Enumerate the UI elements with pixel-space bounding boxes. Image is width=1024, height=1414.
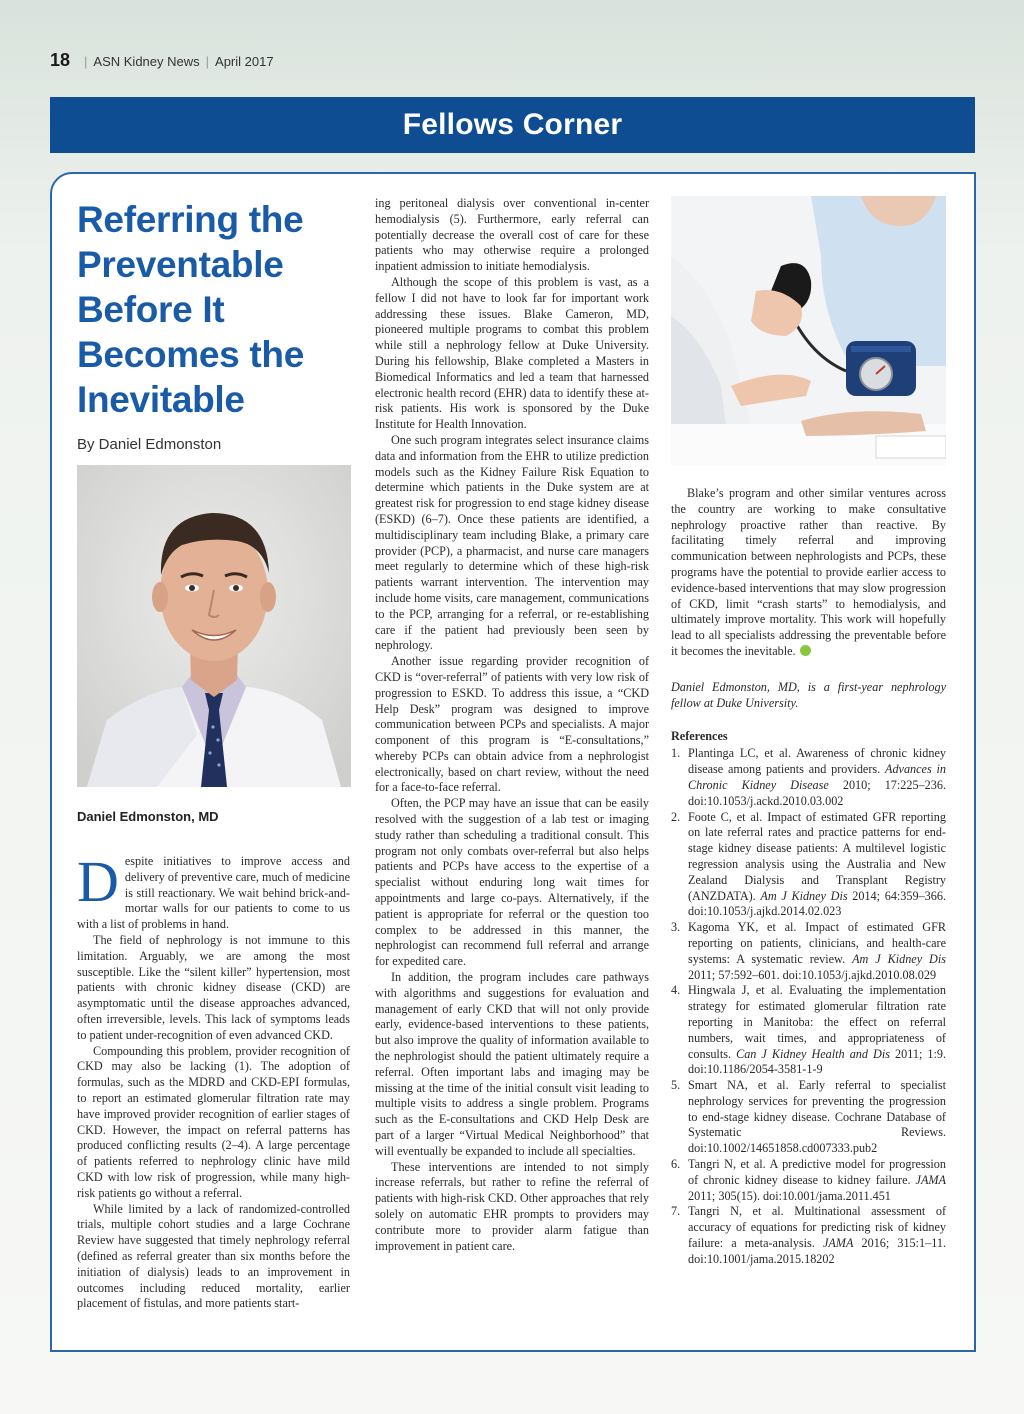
paragraph: One such program integrates select insurance claims data and information from the EHR to utilize prediction models such as the Kidney Failure Risk Equation to determine which patients in the Duke system are at greatest risk for progression to end stage kidney disease (ESKD) (6–7). Once these patients are identified, a multidisciplinary team including Blake, a primary care provider (PCP), a pharmacist, and nurse care managers meet regularly to determine which of these high-risk patients warrant intervention. The intervention may include home visits, care management, communications to the PCP, arranging for a referral, or re-establishing care if the patient had previously been seen by nephrology.: [375, 432, 649, 653]
reference-item: 5. Smart NA, et al. Early referral to specialist nephrology services for preventing the progression to end-stage kidney disease. Cochrane Database of Systematic Reviews. doi:10.1002/14651858.cd007333.pub2: [671, 1078, 946, 1156]
paragraph: ing peritoneal dialysis over conventional in-center hemodialysis (5). Furthermore, early referral can potentially decrease the overall cost of care for these patients who may otherwise require a prolonged inpatient admission to initiate hemodialysis.: [375, 196, 649, 274]
paragraph: These interventions are intended to not simply increase referrals, but rather to refine the referral of patients with high-risk CKD. Other approaches that rely solely on automatic EHR prompts to providers may contribute more to provider alarm fatigue than improvement in patient care.: [375, 1159, 649, 1253]
byline: By Daniel Edmonston: [77, 436, 222, 453]
author-photo: [77, 465, 351, 787]
references-list: [671, 746, 946, 1267]
page-number: 18: [50, 50, 71, 70]
opening-paragraph: Despite initiatives to improve access and delivery of preventive care, much of medicine is still reactionary. We wait behind brick-and-mortar walls for our patients to come to us with a list of problems in hand.: [77, 849, 350, 932]
author-bio: Daniel Edmonston, MD, is a first-year nephrology fellow at Duke University.: [671, 679, 946, 710]
blood-pressure-photo: [671, 196, 946, 466]
paragraph: While limited by a lack of randomized-controlled trials, multiple cohort studies and a large Cochrane Review have suggested that timely nephrology referral (defined as referral greater than six months before the initiation of dialysis) leads to an improvement in outcomes including reduced mortality, earlier placement of fistulas, and more patients start-: [77, 1201, 350, 1311]
section-title: Fellows Corner: [402, 108, 623, 141]
article-title: Referring the Preventable Before It Becomes the Inevitable: [77, 199, 305, 420]
author-portrait-illustration: [77, 465, 351, 787]
green-dot-icon: [800, 645, 811, 656]
references-heading: References: [671, 729, 728, 744]
paragraph: In addition, the program includes care pathways with algorithms and suggestions for evaluation and management of early CKD that will not only provide early, evidence-based interventions to these patients, but also improve the quality of information available to the nephrologist should the patient ultimately require a referral. Often important labs and imaging may be missing at the time of the initial consult visit leading to multiple visits to address a single problem. Programs such as the E-consultations and CKD Help Desk are part of a larger “Virtual Medical Neighborhood” that will eventually be expanded to include all specialties.: [375, 970, 649, 1158]
blood-pressure-illustration: [671, 196, 946, 466]
reference-item: 3. Kagoma YK, et al. Impact of estimated GFR reporting on patients, clinicians, and health-care systems: A systematic review. Am J Kidney Dis 2011; 57:592–601. doi:10.1053/j.ajkd.2010.08.029: [671, 920, 946, 982]
issue-date: April 2017: [215, 54, 274, 69]
drop-cap: D: [77, 849, 119, 914]
column-2-body: [375, 196, 649, 1254]
paragraph: Often, the PCP may have an issue that can be easily resolved with the suggestion of a lab test or imaging study rather than scheduling a traditional consult. This program not only combats over-referral but also helps patients and PCPs have access to the expertise of a specialist without enduring long wait times for appointments and large co-pays. Alternatively, if the patient is appropriate for referral or the question too complex to be addressed in this manner, the nephrologist can recommend full referral and arrange for expedited care.: [375, 796, 649, 969]
section-banner: [50, 97, 975, 153]
closing-paragraph: Blake’s program and other similar ventures across the country are working to make consultative nephrology proactive rather than reactive. By facilitating timely referral and improving communication between nephrologists and PCPs, these programs have the potential to provide earlier access to evidence-based interventions that may slow progression of CKD, limit “crash starts” to hemodialysis, and ultimately improve mortality. This work will hopefully lead to all specialists addressing the preventable before it becomes the inevitable.: [671, 486, 946, 658]
paragraph: The field of nephrology is not immune to this limitation. Arguably, we are among the most susceptible. Like the “silent killer” hypertension, most patients with chronic kidney disease (CKD) are asymptomatic until the disease approaches advanced, often irreversible, levels. This lack of symptoms leads to patient under-recognition of even advanced CKD.: [77, 932, 350, 1042]
column-3-body: [671, 486, 946, 660]
column-1: [77, 195, 350, 1312]
reference-item: 4. Hingwala J, et al. Evaluating the implementation strategy for estimated glomerular filtration rate reporting in Manitoba: the effect on referral numbers, wait times, and appropriateness of consults. Can J Kidney Health and Dis 2011; 1:9. doi:10.1186/2054-3581-1-9: [671, 983, 947, 1077]
running-header: 18 | ASN Kidney News | April 2017: [50, 50, 274, 70]
publication-name: ASN Kidney News: [93, 54, 200, 69]
photo-caption: Daniel Edmonston, MD: [77, 809, 219, 824]
column-3: [671, 196, 946, 1268]
reference-item: 7. Tangri N, et al. Multinational assessment of accuracy of equations for predicting risk of kidney failure: a meta-analysis. JAMA 2016; 315:1–11. doi:10.1001/jama.2015.18202: [671, 1204, 946, 1266]
column-1-body: [77, 849, 350, 1312]
reference-item: 2. Foote C, et al. Impact of estimated GFR reporting on late referral rates and practice patterns for end-stage kidney disease patients: A multilevel logistic regression analysis using the Australia and New Zealand Dialysis and Transplant Registry (ANZDATA). Am J Kidney Dis 2014; 64:359–366. doi:10.1053/j.ajkd.2014.02.023: [671, 809, 947, 919]
paragraph: Compounding this problem, provider recognition of CKD may also be lacking (1). The adoption of formulas, such as the MDRD and CKD-EPI formulas, to report an estimated glomerular filtration rate may have improved provider recognition of earlier stages of CKD. However, the impact on referral patterns has produced conflicting results (2–4). A large percentage of patients referred to nephrology clinic have mild CKD with low risk of progression, while many high-risk patients go without a referral.: [77, 1043, 350, 1200]
paragraph: Although the scope of this problem is vast, as a fellow I did not have to look far for important work addressing these issues. Blake Cameron, MD, pioneered multiple programs to combat this problem while still a nephrology fellow at Duke University. During his fellowship, Blake completed a Masters in Biomedical Informatics and led a team that harnessed electronic health record (EHR) data to identify these at-risk patients. His work is sponsored by the Duke Institute for Health Innovation.: [375, 274, 649, 432]
reference-item: 1. Plantinga LC, et al. Awareness of chronic kidney disease among patients and providers. Advances in Chronic Kidney Disease 2010; 17:225–236. doi:10.1053/j.ackd.2010.03.002: [671, 746, 946, 808]
paragraph: Another issue regarding provider recognition of CKD is “over-referral” of patients with very low risk of progression to ESKD. To address this issue, a “CKD Help Desk” program was designed to improve communication between PCPs and specialists. A major component of this program is “E-consultations,” whereby PCPs can obtain advice from a nephrologist electronically, based on chart review, without the need for a face-to-face referral.: [375, 654, 649, 795]
reference-item: 6. Tangri N, et al. A predictive model for progression of chronic kidney disease to kidney failure. JAMA 2011; 305(15). doi:10.001/jama.2011.451: [671, 1157, 946, 1203]
